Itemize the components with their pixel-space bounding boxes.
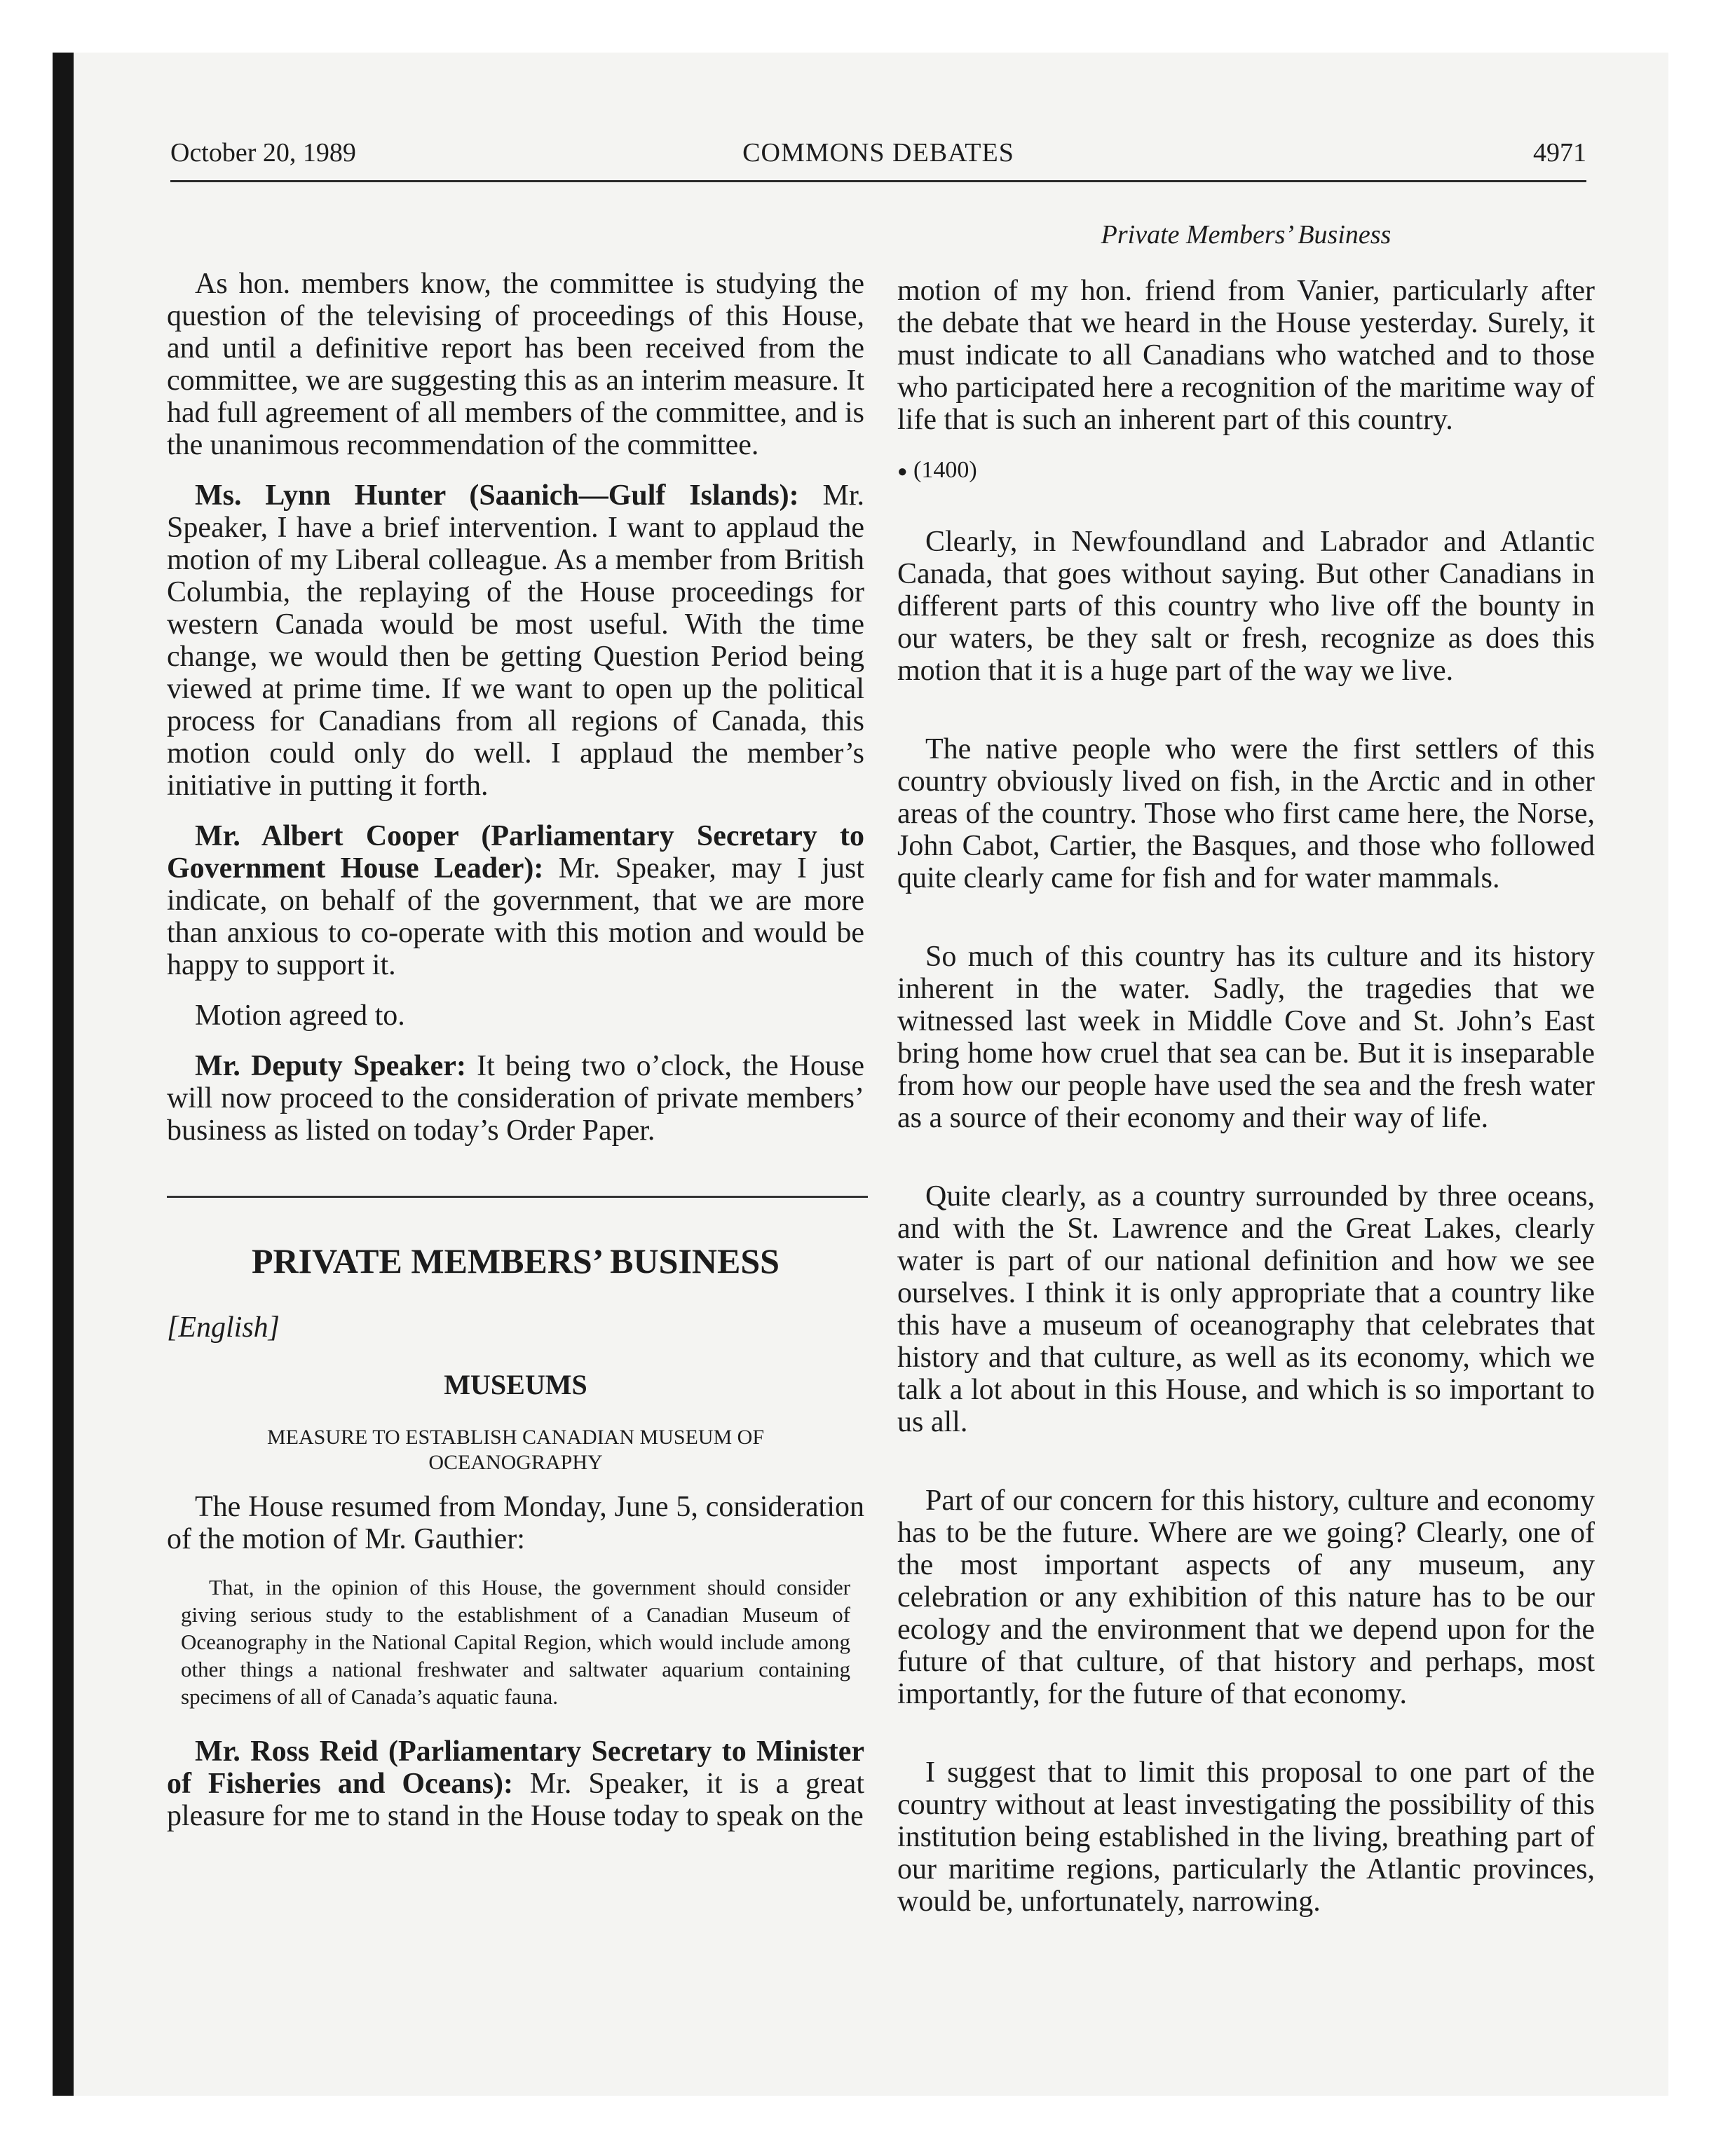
scan-edge-bar (53, 53, 74, 2096)
speaker-name: Mr. Albert Cooper (Parliamentary Secretary to Government House Leader): (167, 820, 864, 885)
paragraph (167, 1050, 864, 1147)
header-date: October 20, 1989 (170, 138, 356, 168)
speech-text: Mr. Speaker, it is a great pleasure for me to stand in the House today to speak on the (167, 1768, 864, 1832)
section-divider (167, 1196, 868, 1198)
speaker-name: Mr. Deputy Speaker: (195, 1050, 466, 1082)
time-marker (897, 454, 1595, 488)
speaker-name: Mr. Ross Reid (Parliamentary Secretary to Minister of Fisheries and Oceans): (167, 1735, 864, 1800)
paragraph: The House resumed from Monday, June 5, consideration of the motion of Mr. Gauthier: (167, 1491, 864, 1555)
paragraph: The native people who were the first settlers of this country obviously lived on fish, in the Arctic and in other areas of the country. Those who first came here, the Norse, John Cabot, Cartier, the Basques, and those who followed quite clearly came for fish and for water mammals. (897, 733, 1595, 895)
bullet-icon: ● (897, 463, 908, 482)
page-number: 4971 (1533, 138, 1586, 168)
paragraph: I suggest that to limit this proposal to one part of the country without at least investigating the possibility of this institution being established in the living, breathing part of our maritime regions, particularly the Atlantic provinces, would be, unfortunately, narrowing. (897, 1756, 1595, 1918)
header-rule (170, 180, 1586, 182)
time-text: (1400) (913, 457, 977, 483)
language-marker: [English] (167, 1311, 280, 1344)
header-title: COMMONS DEBATES (742, 138, 1014, 168)
paragraph (167, 1735, 864, 1832)
paragraph: So much of this country has its culture and its history inherent in the water. Sadly, the tragedies that we witnessed last week in Middle Cove and St. John’s East bring home how cruel that sea can be. But it is inseparable from how our people have used the sea and the fresh water as a source of their economy and their way of life. (897, 941, 1595, 1135)
paragraph: motion of my hon. friend from Vanier, particularly after the debate that we heard in the House yesterday. Surely, it must indicate to all Canadians who watched and to those who participated here a recognition of the maritime way of life that is such an inherent part of this country. (897, 275, 1595, 436)
subject-heading: MUSEUMS (444, 1369, 587, 1400)
paragraph: Quite clearly, as a country surrounded by three oceans, and with the St. Lawrence and the Great Lakes, clearly water is part of our national definition and how we see ourselves. I think it is only appropriate that a country like this have a museum of oceanography that celebrates that history and that culture, as well as its economy, which we talk a lot about in this House, and which is so important to us all. (897, 1180, 1595, 1439)
speech-text: Mr. Speaker, I have a brief intervention. I want to applaud the motion of my Liberal colleague. As a member from British Columbia, the replaying of the House proceedings for western Canada would be most useful. With the time change, we would then be getting Question Period being viewed at prime time. If we want to open up the political process for Canadians from all regions of Canada, this motion could only do well. I applaud the member’s initiative in putting it forth. (167, 479, 865, 802)
page-header (170, 137, 1586, 177)
speech-text: It being two o’clock, the House will now proceed to the consideration of private members’ business as listed on today’s Order Paper. (167, 1050, 864, 1147)
motion-quote: That, in the opinion of this House, the government should consider giving serious study to the establishment of a Canadian Museum of Oceanography in the National Capital Region, which would include among other things a national freshwater and saltwater aquarium containing specimens of all of Canada’s aquatic fauna. (181, 1575, 850, 1709)
subject-subtitle: MEASURE TO ESTABLISH CANADIAN MUSEUM OF OCEANOGRAPHY (266, 1426, 765, 1474)
paragraph: Part of our concern for this history, culture and economy has to be the future. Where are we going? Clearly, one of the most important aspects of any museum, any celebration or any exhibition of this nature has to be our ecology and the environment that we depend upon for the future of that culture, of that history and perhaps, most importantly, for the future of that economy. (897, 1485, 1595, 1711)
left-column (167, 268, 864, 1850)
paragraph: As hon. members know, the committee is studying the question of the televising of proceedings of this House, and until a definitive report has been received from the committee, we are suggesting this as an interim measure. It had full agreement of all members of the committee, and is the unanimous recommendation of the committee. (167, 268, 864, 461)
speech-text: Mr. Speaker, may I just indicate, on behalf of the government, that we are more than anxious to co-operate with this motion and would be happy to support it. (167, 852, 864, 981)
paragraph (167, 820, 864, 981)
paragraph: Motion agreed to. (195, 999, 405, 1032)
paragraph: Clearly, in Newfoundland and Labrador and Atlantic Canada, that goes without saying. But other Canadians in different parts of this country who live off the bounty in our waters, be they salt or fresh, recognize as does this motion that it is a huge part of the way we live. (897, 526, 1595, 688)
right-column (897, 219, 1595, 1936)
running-head: Private Members’ Business (1101, 220, 1392, 250)
section-title: PRIVATE MEMBERS’ BUSINESS (252, 1241, 780, 1281)
speaker-name: Ms. Lynn Hunter (Saanich—Gulf Islands): (195, 479, 799, 512)
paragraph (167, 479, 864, 802)
